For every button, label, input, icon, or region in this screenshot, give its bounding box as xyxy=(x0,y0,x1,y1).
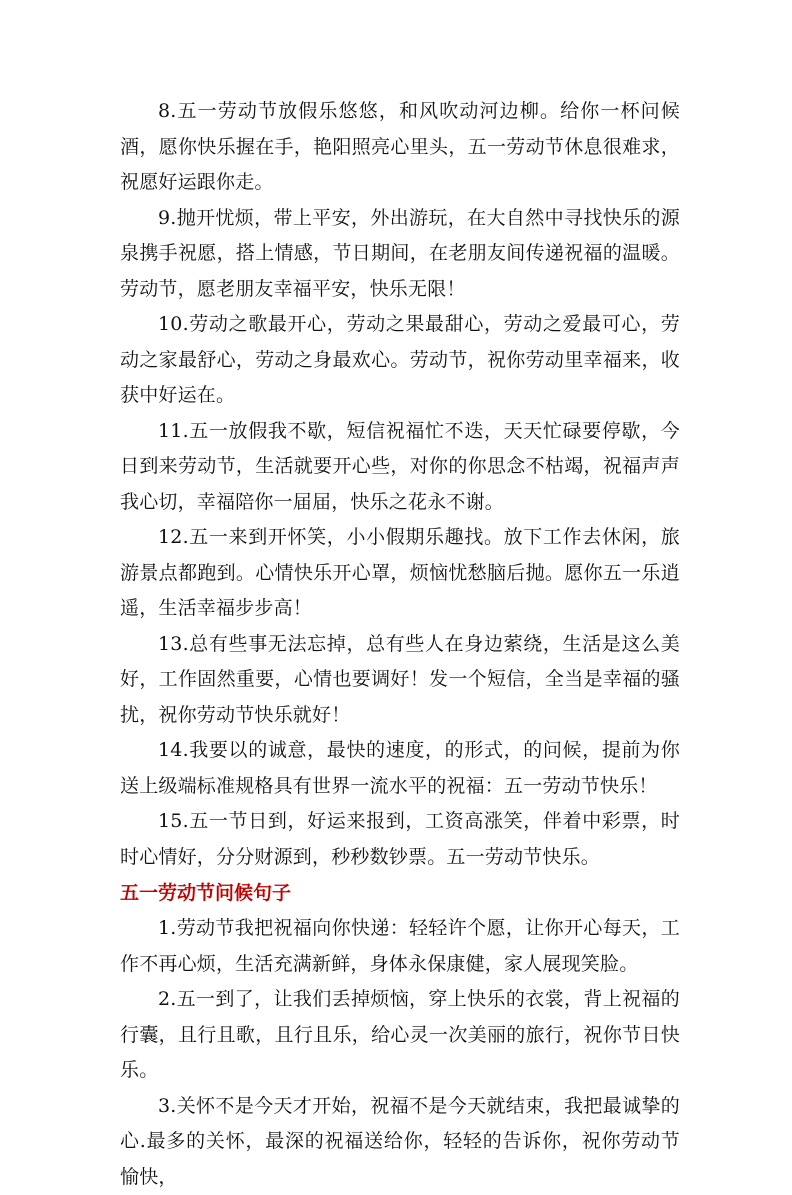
greeting-paragraph-2: 2.五一到了，让我们丢掉烦恼，穿上快乐的衣裳，背上祝福的行囊，且行且歌，且行且乐，给心灵一次美丽的旅行，祝你节日快乐。 xyxy=(120,982,680,1089)
greeting-paragraph-1: 1.劳动节我把祝福向你快递：轻轻许个愿，让你开心每天，工作不再心烦，生活充满新鲜，身体永保康健，家人展现笑脸。 xyxy=(120,911,680,982)
paragraph-8: 8.五一劳动节放假乐悠悠，和风吹动河边柳。给你一杯问候酒，愿你快乐握在手，艳阳照亮心里头，五一劳动节休息很难求，祝愿好运跟你走。 xyxy=(120,94,680,201)
paragraph-14: 14.我要以的诚意，最快的速度，的形式，的问候，提前为你送上级端标准规格具有世界一流水平的祝福：五一劳动节快乐！ xyxy=(120,733,680,804)
paragraph-13: 13.总有些事无法忘掉，总有些人在身边萦绕，生活是这么美好，工作固然重要，心情也要调好！发一个短信，全当是幸福的骚扰，祝你劳动节快乐就好！ xyxy=(120,627,680,734)
paragraph-12: 12.五一来到开怀笑，小小假期乐趣找。放下工作去休闲，旅游景点都跑到。心情快乐开心罩，烦恼忧愁脑后抛。愿你五一乐逍遥，生活幸福步步高！ xyxy=(120,520,680,627)
document-page xyxy=(120,94,680,1195)
paragraph-10: 10.劳动之歌最开心，劳动之果最甜心，劳动之爱最可心，劳动之家最舒心，劳动之身最欢心。劳动节，祝你劳动里幸福来，收获中好运在。 xyxy=(120,307,680,414)
paragraph-11: 11.五一放假我不歇，短信祝福忙不迭，天天忙碌要停歇，今日到来劳动节，生活就要开心些，对你的你思念不枯竭，祝福声声我心切，幸福陪你一届届，快乐之花永不谢。 xyxy=(120,414,680,521)
section-heading: 五一劳动节问候句子 xyxy=(120,875,680,911)
paragraph-15: 15.五一节日到，好运来报到，工资高涨笑，伴着中彩票，时时心情好，分分财源到，秒秒数钞票。五一劳动节快乐。 xyxy=(120,804,680,875)
greeting-paragraph-3: 3.关怀不是今天才开始，祝福不是今天就结束，我把最诚挚的心.最多的关怀，最深的祝福送给你，轻轻的告诉你，祝你劳动节愉快， xyxy=(120,1089,680,1195)
paragraph-9: 9.抛开忧烦，带上平安，外出游玩，在大自然中寻找快乐的源泉携手祝愿，搭上情感，节日期间，在老朋友间传递祝福的温暖。劳动节，愿老朋友幸福平安，快乐无限！ xyxy=(120,201,680,308)
